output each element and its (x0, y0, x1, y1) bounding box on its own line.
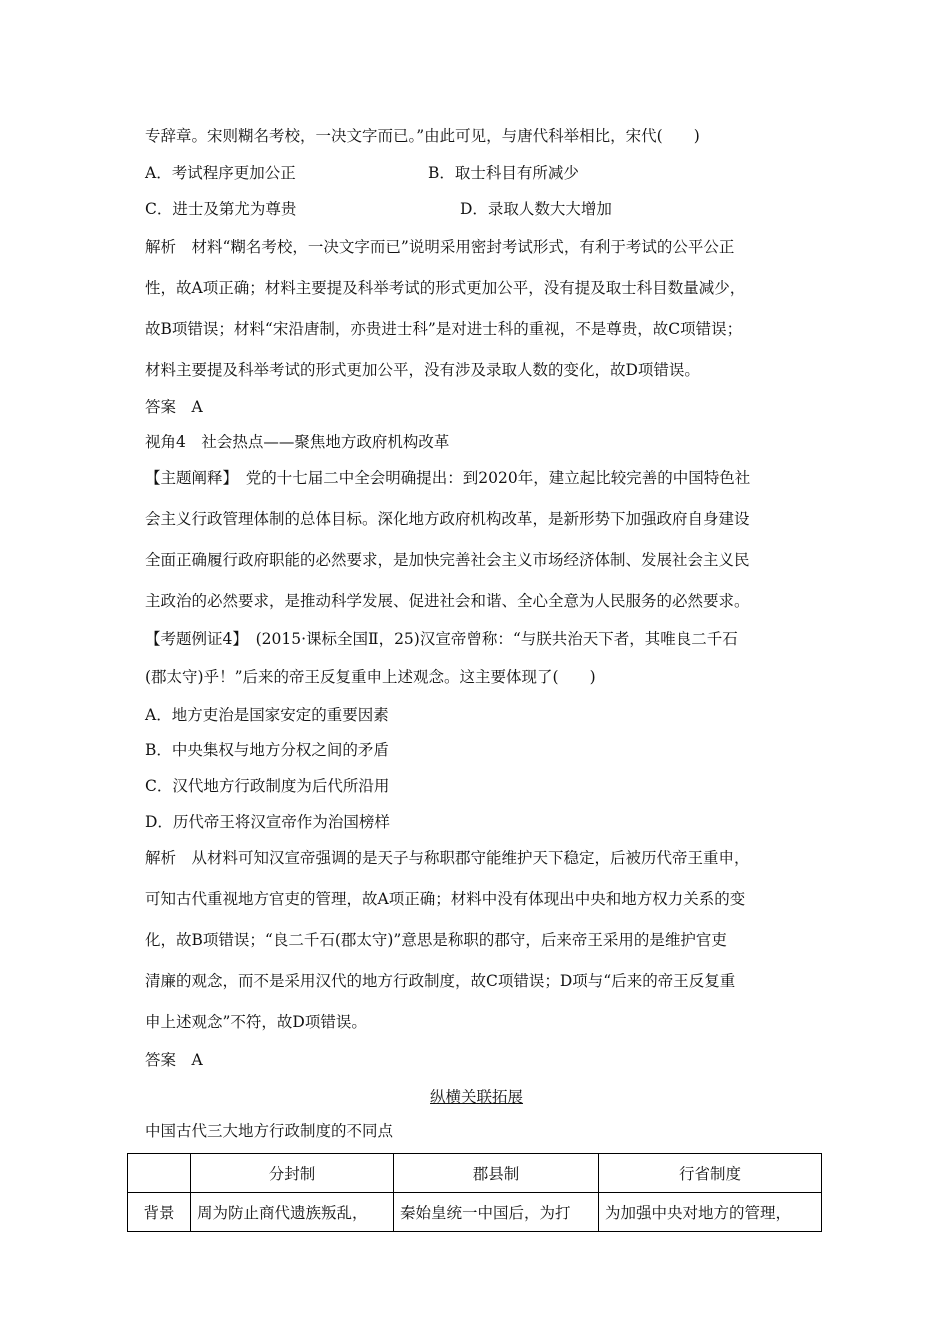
q4-option-d: D．历代帝王将汉宣帝作为治国榜样 (145, 813, 390, 831)
theme-line: 主政治的必然要求，是推动科学发展、促进社会和谐、全心全意为人民服务的必然要求。 (145, 592, 750, 610)
q3-option-b: B．取士科目有所减少 (428, 164, 579, 182)
q4-option-c: C．汉代地方行政制度为后代所沿用 (145, 777, 390, 795)
theme-line: 【主题阐释】 党的十七届二中全会明确提出：到2020年，建立起比较完善的中国特色社 (145, 469, 751, 487)
theme-line: 全面正确履行政府职能的必然要求，是加快完善社会主义市场经济体制、发展社会主义民 (145, 551, 750, 569)
q3-analysis-line: 解析 材料“糊名考校，一决文字而已”说明采用密封考试形式，有利于考试的公平公正 (145, 238, 735, 256)
q4-option-a: A．地方吏治是国家安定的重要因素 (145, 706, 389, 724)
table-header-cell: 郡县制 (394, 1154, 599, 1193)
theme-line: 会主义行政管理体制的总体目标。深化地方政府机构改革，是新形势下加强政府自身建设 (145, 510, 750, 528)
q4-stem-line: (郡太守)乎！”后来的帝王反复重申上述观念。这主要体现了( ) (145, 668, 596, 686)
q4-analysis-line: 化，故B项错误；“良二千石(郡太守)”意思是称职的郡守，后来帝王采用的是维护官吏 (145, 931, 727, 949)
q3-option-d: D．录取人数大大增加 (460, 200, 612, 218)
q3-analysis-line: 材料主要提及科举考试的形式更加公平，没有涉及录取人数的变化，故D项错误。 (145, 361, 700, 379)
q4-option-b: B．中央集权与地方分权之间的矛盾 (145, 741, 389, 759)
q4-analysis-line: 申上述观念”不符，故D项错误。 (145, 1013, 367, 1031)
q3-analysis-line: 性，故A项正确；材料主要提及科举考试的形式更加公平，没有提及取士科目数量减少， (145, 279, 746, 297)
comparison-table (127, 1153, 822, 1232)
q4-answer: 答案 A (145, 1051, 203, 1069)
table-header-row (128, 1154, 822, 1193)
table-header-cell (128, 1154, 191, 1193)
extension-title: 纵横关联拓展 (430, 1088, 524, 1106)
table-cell: 为加强中央对地方的管理， (599, 1193, 822, 1232)
q4-analysis-line: 清廉的观念，而不是采用汉代的地方行政制度，故C项错误；D项与“后来的帝王反复重 (145, 972, 736, 990)
q3-option-c: C．进士及第尤为尊贵 (145, 200, 297, 218)
extension-subtitle: 中国古代三大地方行政制度的不同点 (145, 1122, 394, 1140)
q3-stem-end: 专辞章。宋则糊名考校，一决文字而已。”由此可见，与唐代科举相比，宋代( ) (145, 127, 700, 145)
q4-stem-line: 【考题例证4】 (2015·课标全国Ⅱ，25)汉宣帝曾称：“与朕共治天下者，其唯良二千石 (145, 630, 738, 648)
q3-answer: 答案 A (145, 398, 203, 416)
table-header-cell: 行省制度 (599, 1154, 822, 1193)
q3-analysis-line: 故B项错误；材料“宋沿唐制，亦贵进士科”是对进士科的重视，不是尊贵，故C项错误； (145, 320, 743, 338)
q4-analysis-line: 解析 从材料可知汉宣帝强调的是天子与称职郡守能维护天下稳定，后被历代帝王重申， (145, 849, 750, 867)
table-header-cell: 分封制 (191, 1154, 394, 1193)
q4-analysis-line: 可知古代重视地方官吏的管理，故A项正确；材料中没有体现出中央和地方权力关系的变 (145, 890, 746, 908)
section4-heading: 视角4 社会热点——聚焦地方政府机构改革 (145, 433, 450, 451)
table-row (128, 1193, 822, 1232)
table-cell: 秦始皇统一中国后，为打 (394, 1193, 599, 1232)
table-cell: 周为防止商代遗族叛乱， (191, 1193, 394, 1232)
q3-option-a: A．考试程序更加公正 (145, 164, 296, 182)
table-cell: 背景 (128, 1193, 191, 1232)
